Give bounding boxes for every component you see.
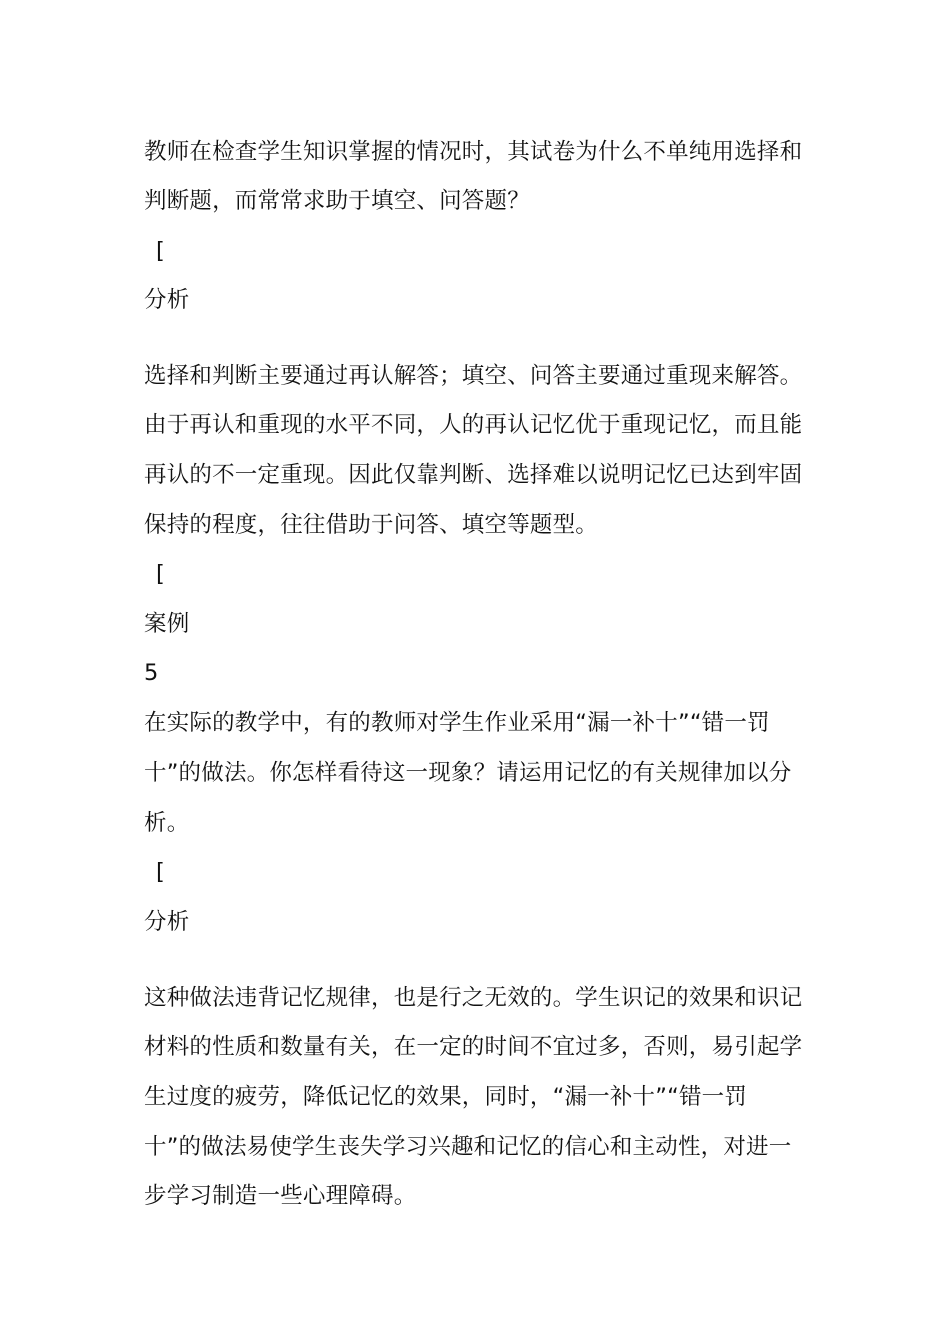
question-1-line-2: 判断题，而常常求助于填空、问答题？ (144, 188, 530, 214)
question-2-line-3: 析。 (144, 810, 190, 836)
analysis-label: 分析 (144, 287, 190, 313)
case-label: 案例 (144, 611, 190, 637)
analysis-2-line-2: 材料的性质和数量有关，在一定的时间不宜过多，否则，易引起学 (144, 1034, 803, 1060)
analysis-1-line-4: 保持的程度，往往借助于问答、填空等题型。 (144, 512, 599, 538)
analysis-label: 分析 (144, 909, 190, 935)
bracket-marker: [ (156, 859, 165, 885)
case-number: 5 (144, 660, 159, 686)
bracket-marker: [ (156, 238, 165, 264)
analysis-1-line-2: 由于再认和重现的水平不同，人的再认记忆优于重现记忆，而且能 (144, 412, 803, 438)
question-2-line-2: 十”的做法。你怎样看待这一现象？请运用记忆的有关规律加以分 (144, 760, 792, 786)
analysis-1-line-3: 再认的不一定重现。因此仅靠判断、选择难以说明记忆已达到牢固 (144, 462, 803, 488)
analysis-2-line-1: 这种做法违背记忆规律，也是行之无效的。学生识记的效果和识记 (144, 985, 803, 1011)
analysis-2-line-5: 步学习制造一些心理障碍。 (144, 1183, 417, 1209)
question-1-line-1: 教师在检查学生知识掌握的情况时，其试卷为什么不单纯用选择和 (144, 139, 803, 165)
analysis-1-line-1: 选择和判断主要通过再认解答；填空、问答主要通过重现来解答。 (144, 363, 803, 389)
analysis-2-line-3: 生过度的疲劳，降低记忆的效果，同时，“漏一补十”“错一罚 (144, 1084, 748, 1110)
analysis-2-line-4: 十”的做法易使学生丧失学习兴趣和记忆的信心和主动性，对进一 (144, 1134, 792, 1160)
bracket-marker: [ (156, 561, 165, 587)
question-2-line-1: 在实际的教学中，有的教师对学生作业采用“漏一补十”“错一罚 (144, 710, 770, 736)
